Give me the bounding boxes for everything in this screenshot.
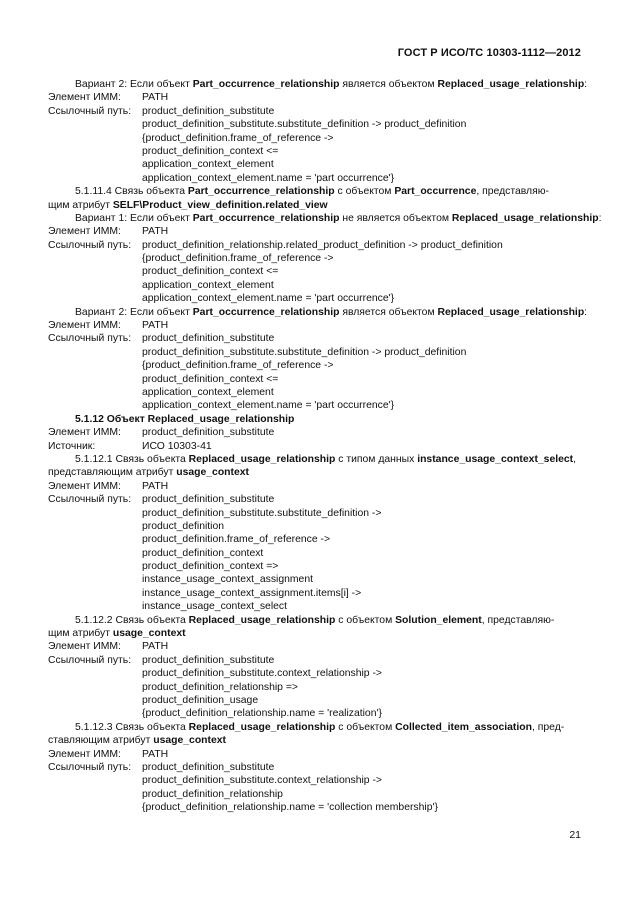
- path-line: product_definition_substitute.substitute_definition -> product_definition: [142, 119, 467, 131]
- variant-line: Вариант 2: Если объект Part_occurrence_relationship является объектом Replaced_usage_relationship:: [75, 79, 588, 90]
- path-line: application_context_element: [142, 159, 274, 171]
- section-heading-line: представляющим атрибут usage_context: [48, 467, 250, 479]
- path-line: product_definition_context <=: [142, 145, 279, 157]
- element-row: Элемент ИММ: PATH: [48, 226, 169, 238]
- path-line: application_context_element.name = 'part occurrence'}: [142, 172, 395, 184]
- path-line: product_definition_usage: [142, 694, 259, 706]
- element-row: Элемент ИММ: PATH: [48, 480, 169, 492]
- path-line: product_definition_substitute.substitute_definition -> product_definition: [142, 346, 467, 358]
- path-line: product_definition_substitute.substitute_definition ->: [142, 507, 382, 519]
- path-line: {product_definition.frame_of_reference ->: [142, 253, 334, 265]
- section-title: 5.1.12 Объект Replaced_usage_relationship: [75, 413, 295, 425]
- element-row: Элемент ИММ: PATH: [48, 92, 169, 104]
- section-heading-line: 5.1.12.1 Связь объекта Replaced_usage_relationship с типом данных instance_usage_context_select,: [75, 453, 577, 465]
- path-line: product_definition_context =>: [142, 561, 279, 573]
- path-line: instance_usage_context_assignment: [142, 574, 313, 586]
- ref-path-row: Ссылочный путь: product_definition_substitute: [48, 654, 275, 666]
- element-row: Элемент ИММ: product_definition_substitute: [48, 427, 275, 439]
- section-heading-line: 5.1.12.2 Связь объекта Replaced_usage_relationship с объектом Solution_element, представляю-: [75, 614, 555, 626]
- path-line: application_context_element: [142, 386, 274, 398]
- element-row: Элемент ИММ: PATH: [48, 641, 169, 653]
- path-line: application_context_element: [142, 279, 274, 291]
- section-heading-line: щим атрибут SELF\Product_view_definition.related_view: [48, 199, 328, 211]
- source-row: Источник: ИСО 10303-41: [48, 440, 212, 452]
- path-line: {product_definition.frame_of_reference ->: [142, 132, 334, 144]
- path-line: product_definition_relationship =>: [142, 681, 298, 693]
- ref-path-row: Ссылочный путь: product_definition_substitute: [48, 761, 275, 773]
- section-heading-line: 5.1.11.4 Связь объекта Part_occurrence_relationship с объектом Part_occurrence, представляю-: [75, 186, 549, 198]
- page-number: 21: [569, 829, 581, 841]
- path-line: {product_definition_relationship.name = 'realization'}: [142, 708, 382, 720]
- path-line: application_context_element.name = 'part occurrence'}: [142, 293, 395, 305]
- section-heading-line: 5.1.12.3 Связь объекта Replaced_usage_relationship с объектом Collected_item_association, пред-: [75, 721, 565, 733]
- section-heading-line: ставляющим атрибут usage_context: [48, 735, 226, 747]
- path-line: instance_usage_context_select: [142, 601, 287, 613]
- path-line: {product_definition.frame_of_reference ->: [142, 360, 334, 372]
- path-line: application_context_element.name = 'part occurrence'}: [142, 400, 395, 412]
- document-header: ГОСТ Р ИСО/ТС 10303-1112—2012: [397, 47, 581, 59]
- path-line: product_definition_substitute.context_relationship ->: [142, 775, 383, 787]
- path-line: product_definition_context <=: [142, 266, 279, 278]
- path-line: product_definition_context: [142, 547, 264, 559]
- variant-line: Вариант 2: Если объект Part_occurrence_relationship является объектом Replaced_usage_relationship:: [75, 306, 588, 318]
- variant-line: Вариант 1: Если объект Part_occurrence_relationship не является объектом Replaced_usage_relationship:: [75, 212, 602, 224]
- ref-path-row: Ссылочный путь: product_definition_substitute: [48, 105, 275, 117]
- ref-path-row: Ссылочный путь: product_definition_relationship.related_product_definition -> product_definition: [48, 239, 503, 251]
- path-line: product_definition: [142, 520, 225, 532]
- page-content: [48, 78, 602, 814]
- path-line: product_definition_context <=: [142, 373, 279, 385]
- path-line: {product_definition_relationship.name = 'collection membership'}: [142, 802, 438, 814]
- element-row: Элемент ИММ: PATH: [48, 320, 169, 332]
- path-line: product_definition.frame_of_reference ->: [142, 534, 331, 546]
- ref-path-row: Ссылочный путь: product_definition_substitute: [48, 333, 275, 345]
- ref-path-row: Ссылочный путь: product_definition_substitute: [48, 494, 275, 506]
- path-line: instance_usage_context_assignment.items[i] ->: [142, 587, 362, 599]
- element-row: Элемент ИММ: PATH: [48, 748, 169, 760]
- path-line: product_definition_substitute.context_relationship ->: [142, 668, 383, 680]
- path-line: product_definition_relationship: [142, 788, 283, 800]
- section-heading-line: щим атрибут usage_context: [48, 628, 186, 640]
